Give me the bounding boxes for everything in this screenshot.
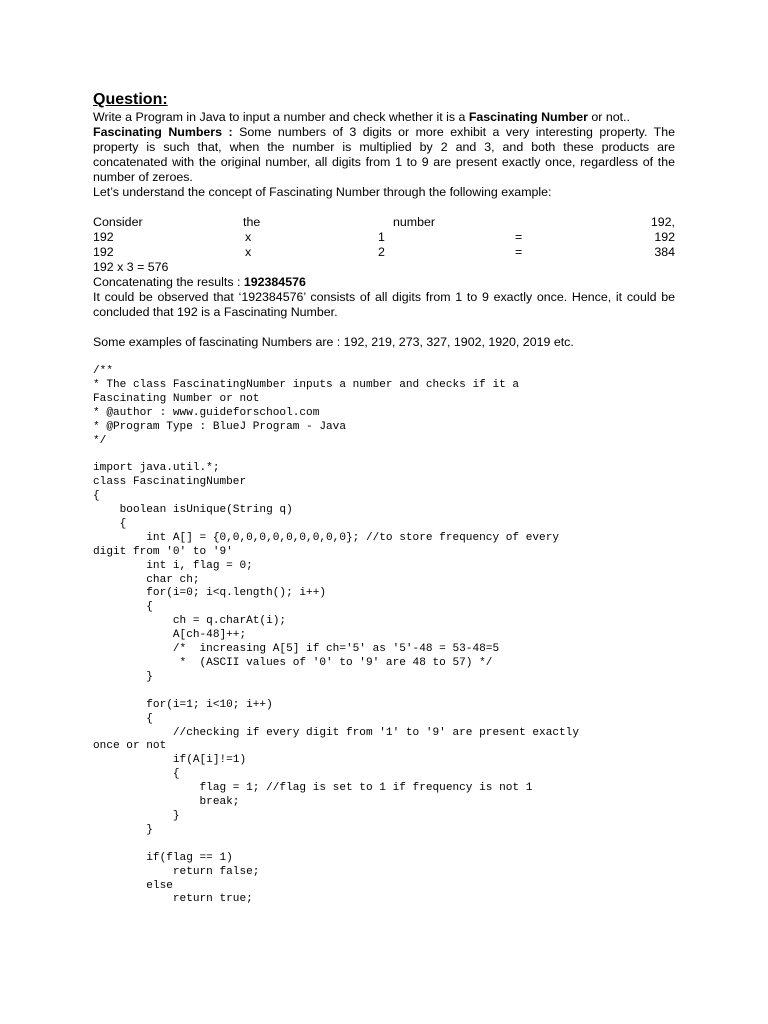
example-intro: Let’s understand the concept of Fascinating Number through the following example: [93,185,552,199]
definition-text: Some numbers of 3 digits or more exhibit a very interesting property. The property is such that, when the number is multiplied by 2 and 3, and both these products are concatenated with the original number, all digits from 1 to 9 are present exactly once, regardless of the number of zeroes. [93,125,675,184]
question-heading: Question: [93,91,168,108]
third-multiplication: 192 x 3 = 576 [93,260,169,274]
document-page [93,90,675,907]
consider-word-2: the [243,215,261,229]
mult-row-2 [93,245,675,260]
mult-row-1-b: 1 [378,230,385,244]
definition-term: Fascinating Numbers : [93,125,233,139]
code-comment-block: /** * The class FascinatingNumber inputs a number and checks if it a Fascinating Number or not * @author : www.guideforschool.com * @Program Type : BlueJ Program - Java */ [93,365,520,447]
mult-row-1-result: 192 [654,230,675,244]
mult-row-1-op: x [245,230,252,244]
mult-row-1-a: 192 [93,230,114,244]
intro-tail: or not.. [587,110,630,124]
examples-line: Some examples of fascinating Numbers are : 192, 219, 273, 327, 1902, 1920, 2019 etc. [93,335,574,349]
concatenation-result: 192384576 [243,275,306,289]
mult-row-2-eq: = [515,245,523,259]
mult-row-1-eq: = [515,230,523,244]
consider-word-1: Consider [93,215,143,229]
mult-row-2-b: 2 [378,245,385,259]
observation-paragraph: It could be observed that ‘192384576’ consists of all digits from 1 to 9 exactly once. Hence, it could be concluded that 192 is a Fascinating Number. [93,290,675,319]
mult-row-1 [93,230,675,245]
mult-row-2-result: 384 [654,245,675,259]
intro-paragraph [93,110,675,125]
concatenation-line [93,275,675,290]
consider-word-3: number [393,215,436,229]
code-body-block: import java.util.*; class FascinatingNumber { boolean isUnique(String q) { int A[] = {0,0,0,0,0,0,0,0,0,0}; //to store frequency of every digit from '0' to '9' int i, flag = 0; char ch; for(i=0; i<q.length(); i++) { ch = q.charAt(i); A[ch-48]++; /* increasing A[5] if ch='5' as '5'-48 = 53-48=5 * (ASCII values of '0' to '9' are 48 to 57) */ } for(i=1; i<10; i++) { //checking if every digit from '1' to '9' are present exactly once or not if(A[i]!=1) { flag = 1; //flag is set to 1 if frequency is not 1 break; } } if(flag == 1) return false; else return true; [93,462,579,906]
consider-row [93,215,675,230]
consider-word-4: 192, [650,215,675,229]
intro-text: Write a Program in Java to input a number and check whether it is a [93,110,469,124]
mult-row-2-op: x [245,245,252,259]
intro-bold-term: Fascinating Number [468,110,588,124]
definition-paragraph [93,125,675,185]
mult-row-2-a: 192 [93,245,114,259]
concatenation-label: Concatenating the results : [93,275,244,289]
